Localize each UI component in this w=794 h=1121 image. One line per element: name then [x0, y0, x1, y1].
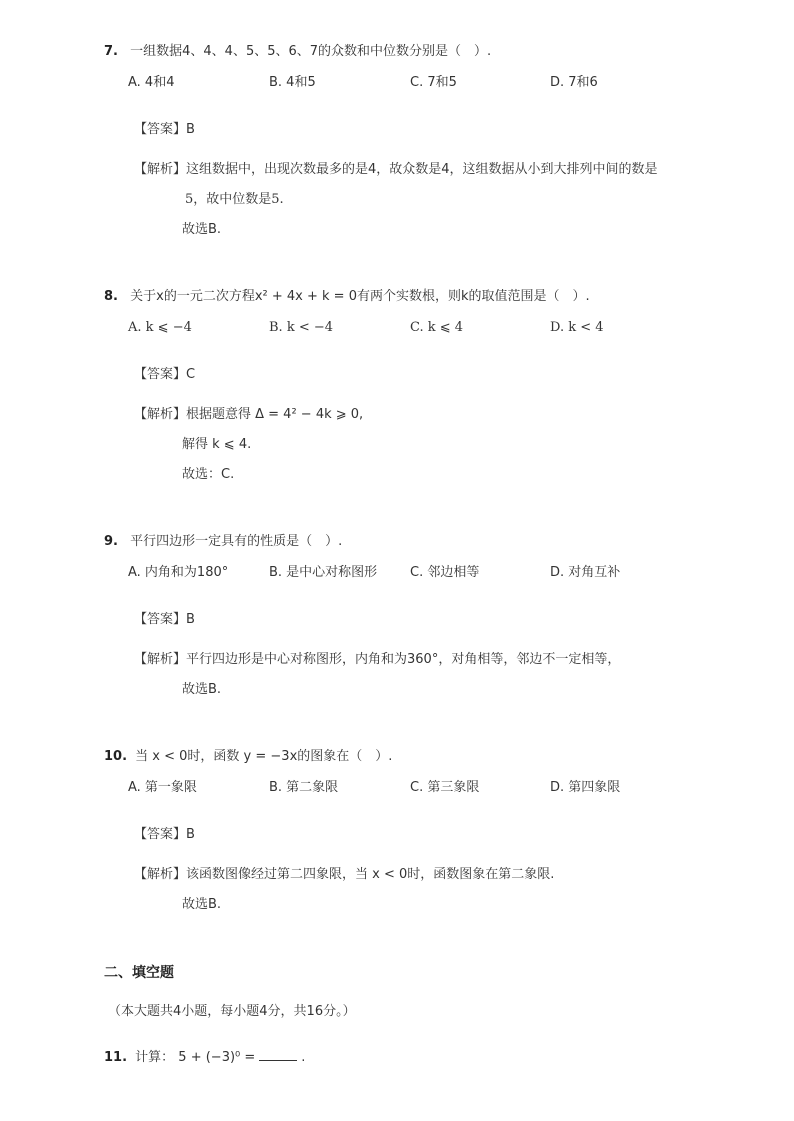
option-a: A. k ⩽ −4 [128, 320, 192, 335]
question-number: 11. [104, 1050, 128, 1065]
question-number: 8. [104, 289, 118, 304]
question-7 [104, 44, 491, 60]
analysis-line-2: 5，故中位数是5. [185, 192, 284, 207]
analysis-line-1: 【解析】平行四边形是中心对称图形，内角和为360°，对角相等，邻边不一定相等， [134, 652, 621, 667]
answer-line: 【答案】C [134, 367, 196, 382]
question-text: 一组数据4、4、4、5、5、6、7的众数和中位数分别是（ ）. [130, 44, 492, 59]
question-text: 关于x的一元二次方程x² + 4x + k = 0有两个实数根，则k的取值范围是（ ）. [130, 289, 590, 304]
option-a: A. 4和4 [128, 75, 175, 90]
analysis-line-2: 解得 k ⩽ 4. [182, 437, 252, 452]
question-text: 平行四边形一定具有的性质是（ ）. [130, 534, 343, 549]
option-b: B. k < −4 [269, 320, 334, 335]
option-a: A. 内角和为180° [128, 565, 229, 580]
question-text: 当 x < 0时，函数 y = −3x的图象在（ ）. [135, 749, 393, 764]
option-b: B. 是中心对称图形 [269, 565, 378, 580]
analysis-line-2: 故选B. [182, 897, 222, 912]
answer-blank[interactable] [259, 1048, 297, 1061]
option-a: A. 第一象限 [128, 780, 197, 795]
analysis-line-1: 【解析】这组数据中，出现次数最多的是4，故众数是4，这组数据从小到大排列中间的数是 [134, 162, 658, 177]
analysis-line-1: 【解析】该函数图像经过第二四象限，当 x < 0时，函数图象在第二象限. [134, 867, 555, 882]
answer-line: 【答案】B [134, 612, 195, 627]
question-10 [104, 749, 392, 765]
option-c: C. 邻边相等 [410, 565, 480, 580]
analysis-line-3: 故选B. [182, 222, 222, 237]
analysis-line-3: 故选：C. [182, 467, 235, 482]
option-c: C. 第三象限 [410, 780, 480, 795]
option-d: D. 对角互补 [550, 565, 621, 580]
question-text-end: . [301, 1050, 306, 1065]
question-number: 9. [104, 534, 118, 549]
question-8 [104, 289, 590, 305]
question-number: 7. [104, 44, 118, 59]
option-b: B. 4和5 [269, 75, 316, 90]
question-number: 10. [104, 749, 128, 764]
answer-line: 【答案】B [134, 122, 195, 137]
option-c: C. 7和5 [410, 75, 457, 90]
analysis-line-1: 【解析】根据题意得 Δ = 4² − 4k ⩾ 0, [134, 407, 364, 422]
section-note: （本大题共4小题，每小题4分，共16分。） [108, 1004, 356, 1019]
question-11 [104, 1048, 305, 1066]
answer-line: 【答案】B [134, 827, 195, 842]
question-text: 计算： 5 + (−3)⁰ = [135, 1050, 256, 1065]
option-d: D. 7和6 [550, 75, 598, 90]
question-9 [104, 534, 342, 550]
analysis-line-2: 故选B. [182, 682, 222, 697]
option-b: B. 第二象限 [269, 780, 339, 795]
option-d: D. 第四象限 [550, 780, 621, 795]
option-c: C. k ⩽ 4 [410, 320, 464, 335]
section-title: 二、填空题 [104, 965, 174, 981]
option-d: D. k < 4 [550, 320, 604, 335]
